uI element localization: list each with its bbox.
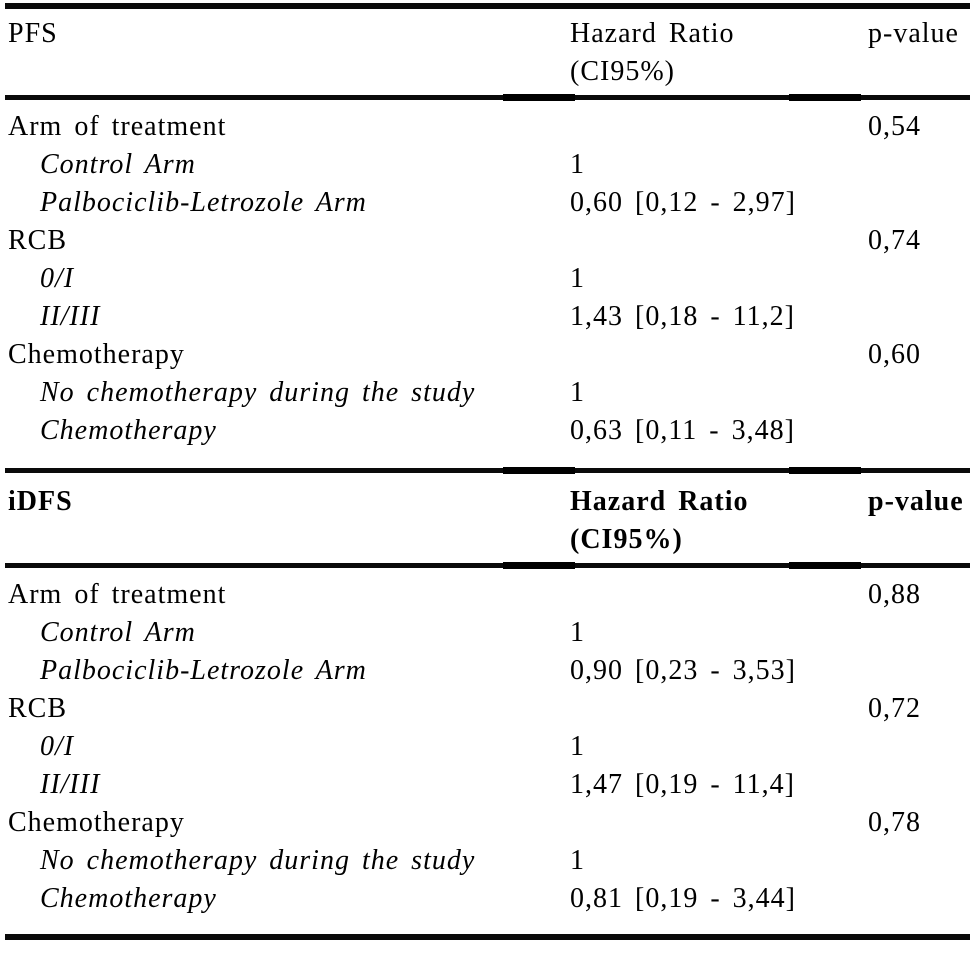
table-row	[5, 766, 970, 804]
pfs-header-hazard-ratio	[570, 15, 868, 91]
idfs-header-title: iDFS	[8, 486, 73, 517]
row-label: Control Arm	[40, 617, 196, 648]
table-row	[5, 842, 970, 880]
row-label: II/III	[40, 301, 101, 332]
row-p-value	[868, 374, 970, 412]
row-label: RCB	[8, 225, 68, 256]
rule-overlap-segment	[789, 94, 861, 101]
row-label: Arm of treatment	[8, 579, 227, 610]
row-hazard-ratio-value: 1	[570, 377, 585, 408]
row-p-value	[868, 842, 970, 880]
row-label: 0/I	[40, 263, 75, 294]
row-p-value	[868, 412, 970, 450]
section-idfs	[5, 473, 970, 928]
idfs-header-hazard-ratio	[570, 483, 868, 559]
row-label: II/III	[40, 769, 101, 800]
table-bottom-rule	[5, 934, 970, 940]
row-hazard-ratio-value: 1	[570, 263, 585, 294]
row-label: 0/I	[40, 731, 75, 762]
rule-overlap-segment	[503, 467, 575, 474]
row-label: RCB	[8, 693, 68, 724]
row-p-value: 0,60	[868, 339, 921, 370]
row-label: Chemotherapy	[8, 339, 185, 370]
table-row	[5, 146, 970, 184]
table-row	[5, 260, 970, 298]
table-row	[5, 880, 970, 918]
row-hazard-ratio-value: 1	[570, 845, 585, 876]
rule-overlap-segment	[789, 467, 861, 474]
row-p-value	[868, 614, 970, 652]
row-hazard-ratio-value: 1,43 [0,18 - 11,2]	[570, 301, 795, 332]
row-p-value	[868, 728, 970, 766]
table-row	[5, 108, 970, 146]
row-p-value: 0,74	[868, 225, 921, 256]
table-row	[5, 184, 970, 222]
row-hazard-ratio-value	[570, 222, 868, 260]
row-hazard-ratio-value: 0,63 [0,11 - 3,48]	[570, 415, 795, 446]
row-label: Chemotherapy	[8, 807, 185, 838]
pfs-header-row	[5, 9, 970, 91]
idfs-header-rule	[5, 563, 970, 568]
pfs-header-p-value: p-value	[868, 18, 959, 49]
pfs-header-hazard-ratio-line1: Hazard Ratio	[570, 18, 735, 49]
row-hazard-ratio-value	[570, 336, 868, 374]
rule-overlap-segment	[503, 562, 575, 569]
row-p-value	[868, 260, 970, 298]
row-hazard-ratio-value	[570, 576, 868, 614]
row-p-value	[868, 146, 970, 184]
section-divider-rule	[5, 468, 970, 473]
row-hazard-ratio-value	[570, 690, 868, 728]
table-top-rule	[5, 3, 970, 9]
idfs-header-hazard-ratio-line1: Hazard Ratio	[570, 486, 749, 517]
row-label: Arm of treatment	[8, 111, 227, 142]
row-hazard-ratio-value: 0,90 [0,23 - 3,53]	[570, 655, 796, 686]
rule-overlap-segment	[503, 94, 575, 101]
table-row	[5, 614, 970, 652]
hazard-ratio-table	[5, 3, 970, 940]
idfs-rows	[5, 568, 970, 928]
row-label: Palbociclib-Letrozole Arm	[40, 187, 367, 218]
row-p-value	[868, 298, 970, 336]
row-label: Chemotherapy	[40, 415, 217, 446]
row-hazard-ratio-value	[570, 804, 868, 842]
row-hazard-ratio-value: 1	[570, 731, 585, 762]
row-label: No chemotherapy during the study	[40, 845, 476, 876]
row-hazard-ratio-value: 1	[570, 617, 585, 648]
row-p-value: 0,88	[868, 579, 921, 610]
row-p-value	[868, 652, 970, 690]
table-row	[5, 728, 970, 766]
rule-overlap-segment	[789, 562, 861, 569]
idfs-header-p-value: p-value	[868, 486, 964, 517]
pfs-header-title: PFS	[8, 18, 58, 49]
pfs-rows	[5, 100, 970, 462]
table-row	[5, 690, 970, 728]
table-row	[5, 222, 970, 260]
row-hazard-ratio-value: 0,81 [0,19 - 3,44]	[570, 883, 796, 914]
table-row	[5, 412, 970, 450]
row-p-value: 0,72	[868, 693, 921, 724]
table-row	[5, 804, 970, 842]
table-row	[5, 336, 970, 374]
idfs-header-hazard-ratio-line2: (CI95%)	[570, 524, 683, 555]
row-p-value	[868, 184, 970, 222]
table-row	[5, 374, 970, 412]
row-label: No chemotherapy during the study	[40, 377, 476, 408]
row-p-value: 0,54	[868, 111, 921, 142]
table-row	[5, 576, 970, 614]
pfs-header-hazard-ratio-line2: (CI95%)	[570, 56, 675, 87]
row-hazard-ratio-value	[570, 108, 868, 146]
idfs-header-row	[5, 473, 970, 559]
row-label: Chemotherapy	[40, 883, 217, 914]
row-hazard-ratio-value: 1,47 [0,19 - 11,4]	[570, 769, 795, 800]
row-p-value: 0,78	[868, 807, 921, 838]
row-p-value	[868, 766, 970, 804]
row-hazard-ratio-value: 1	[570, 149, 585, 180]
section-pfs	[5, 9, 970, 462]
table-row	[5, 652, 970, 690]
row-label: Palbociclib-Letrozole Arm	[40, 655, 367, 686]
pfs-header-rule	[5, 95, 970, 100]
row-p-value	[868, 880, 970, 918]
table-row	[5, 298, 970, 336]
row-label: Control Arm	[40, 149, 196, 180]
row-hazard-ratio-value: 0,60 [0,12 - 2,97]	[570, 187, 796, 218]
